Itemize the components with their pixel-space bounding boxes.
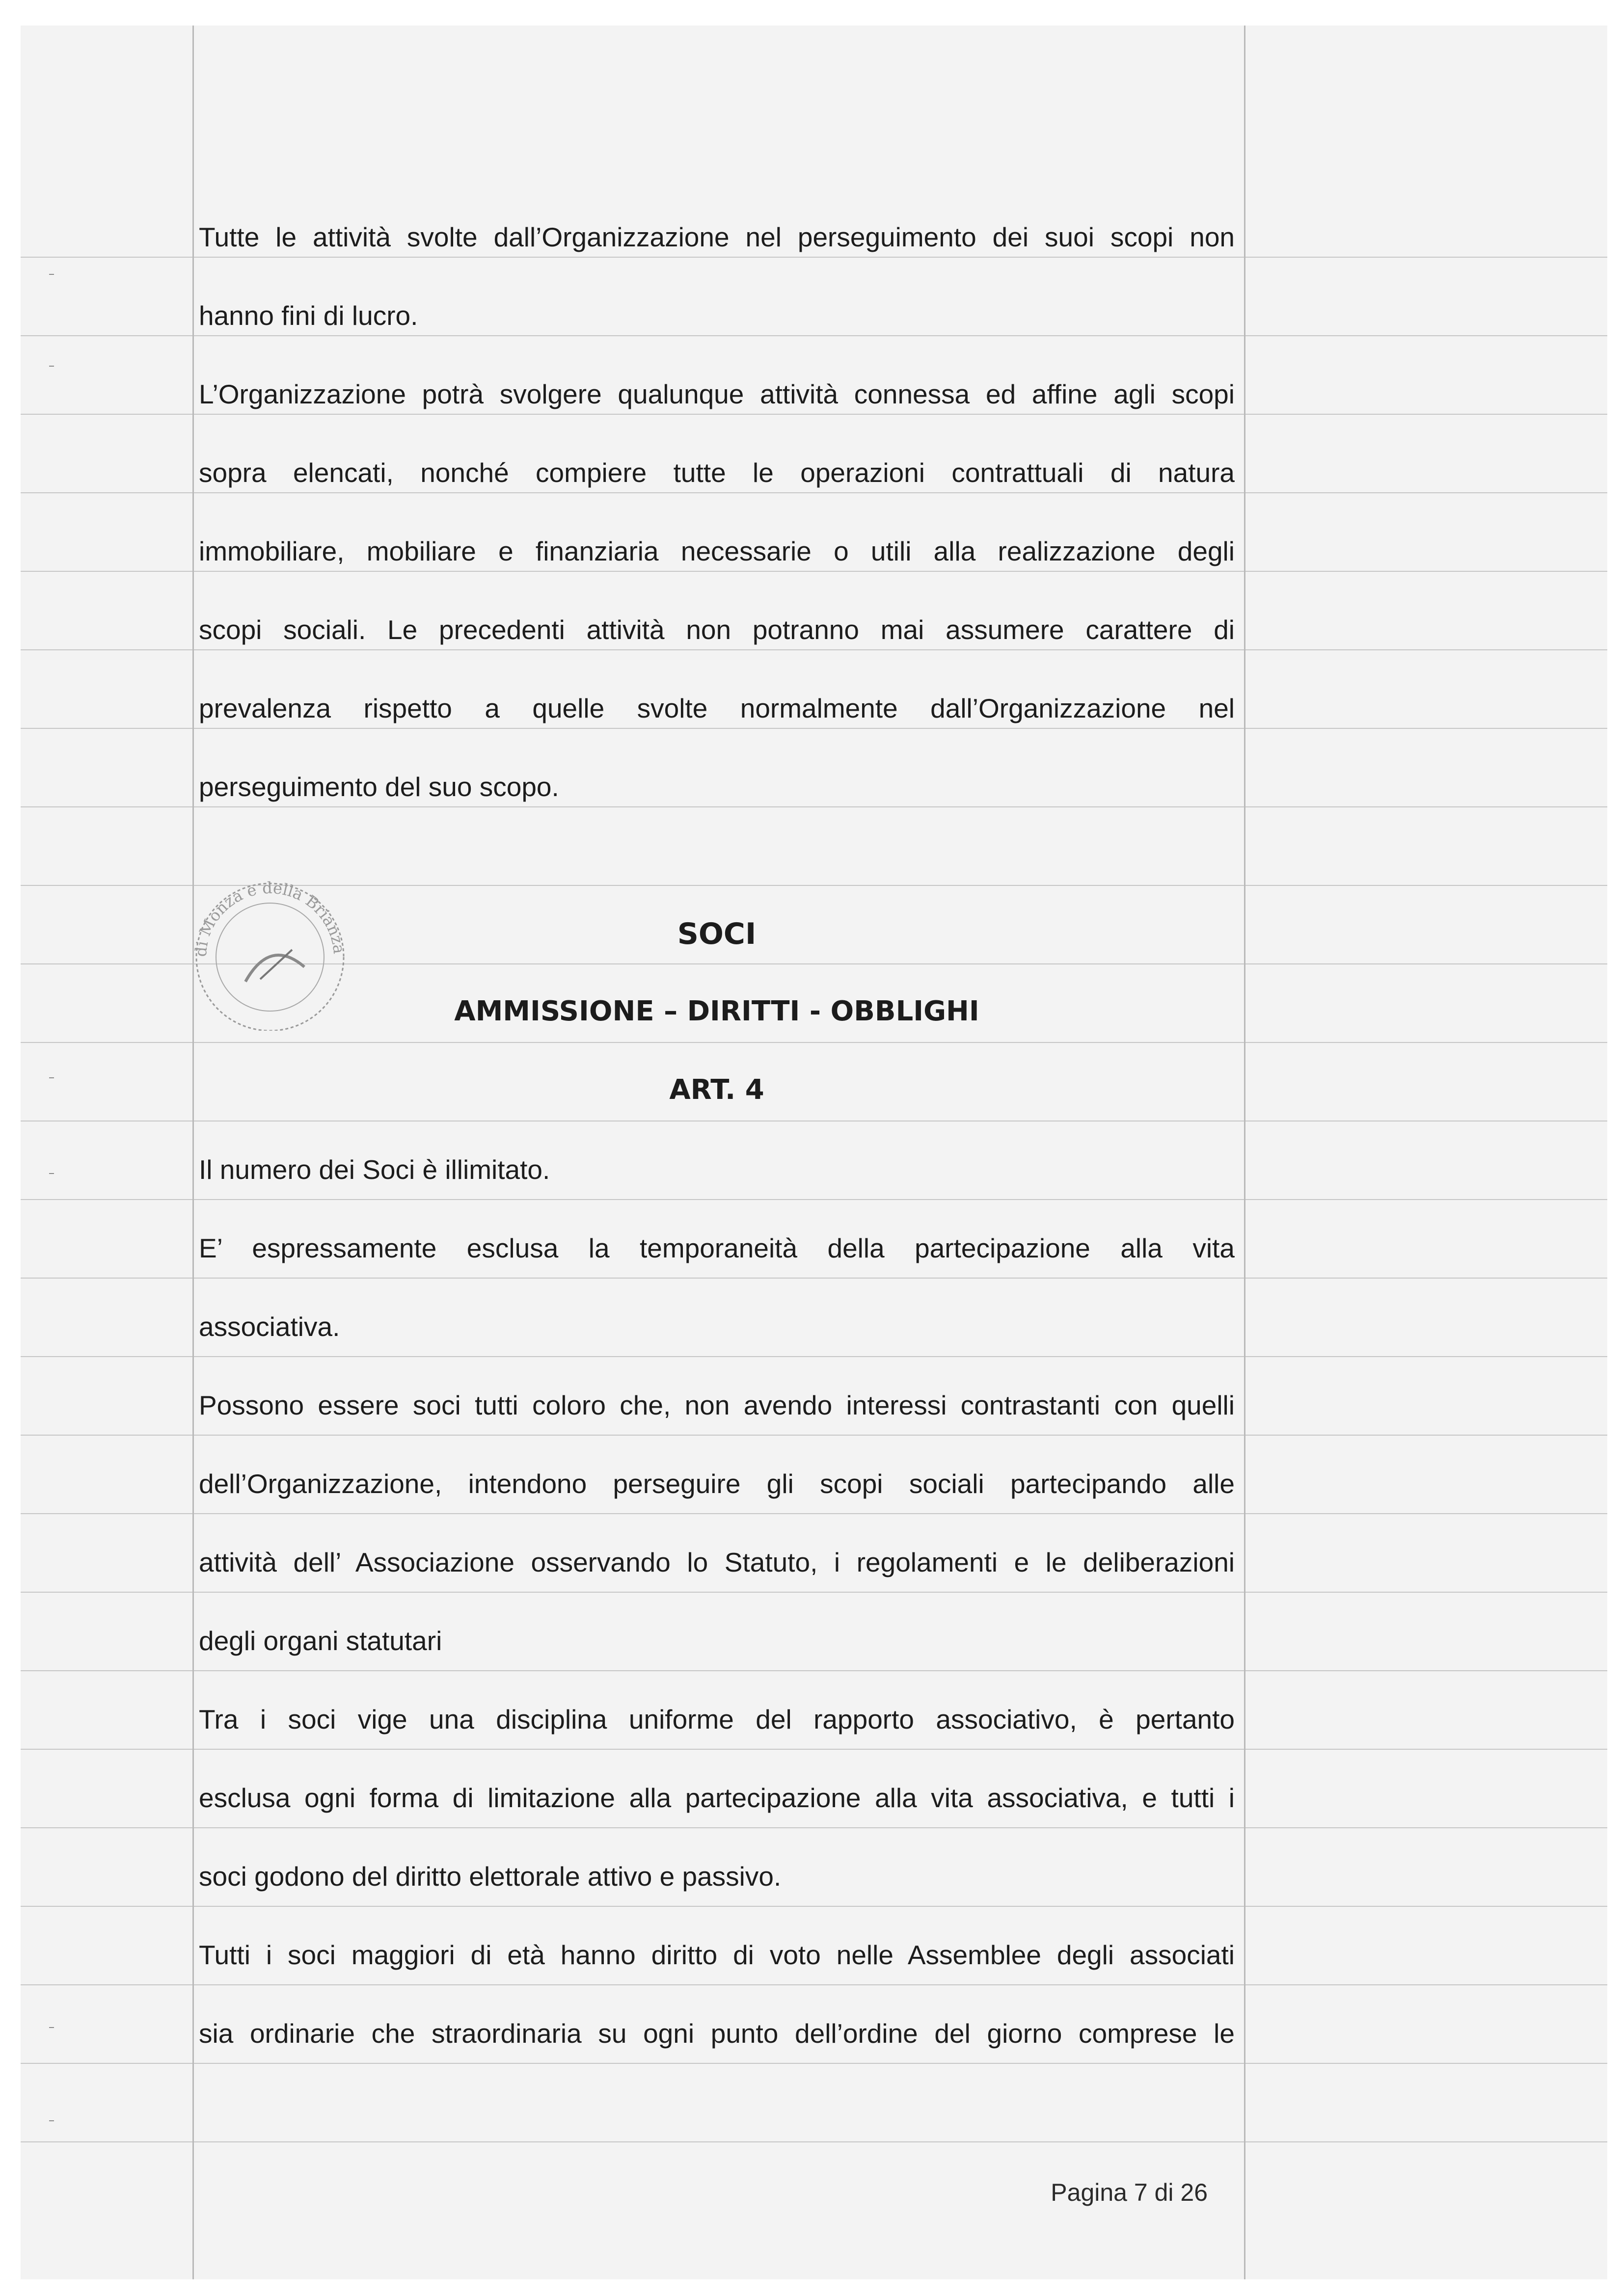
text-line: degli organi statutari bbox=[199, 1626, 442, 1656]
text-line: sopra elencati, nonché compiere tutte le operazioni contrattuali di natura bbox=[199, 457, 1235, 488]
text-line: Tutti i soci maggiori di età hanno diritto di voto nelle Assemblee degli associati bbox=[199, 1940, 1235, 1970]
text-line: E’ espressamente esclusa la temporaneità della partecipazione alla vita bbox=[199, 1233, 1235, 1263]
text-line: sia ordinarie che straordinaria su ogni punto dell’ordine del giorno comprese le bbox=[199, 2018, 1235, 2049]
page-number: Pagina 7 di 26 bbox=[1051, 2179, 1208, 2206]
text-line: soci godono del diritto elettorale attivo e passivo. bbox=[199, 1861, 782, 1892]
text-line: associativa. bbox=[199, 1311, 340, 1342]
text-line: prevalenza rispetto a quelle svolte normalmente dall’Organizzazione nel bbox=[199, 693, 1235, 723]
text-line: hanno fini di lucro. bbox=[199, 300, 418, 331]
text-line: dell’Organizzazione, intendono perseguire gli scopi sociali partecipando alle bbox=[199, 1468, 1235, 1499]
text-line: L’Organizzazione potrà svolgere qualunque attività connessa ed affine agli scopi bbox=[199, 379, 1235, 409]
left-margin-line bbox=[192, 26, 194, 2279]
text-line: esclusa ogni forma di limitazione alla partecipazione alla vita associativa, e tutti i bbox=[199, 1783, 1235, 1813]
text-line: Possono essere soci tutti coloro che, non avendo interessi contrastanti con quelli bbox=[199, 1390, 1235, 1420]
section-title: SOCI bbox=[677, 917, 757, 951]
text-line: Tutte le attività svolte dall’Organizzazione nel perseguimento dei suoi scopi non bbox=[199, 222, 1235, 252]
text-line: attività dell’ Associazione osservando lo Statuto, i regolamenti e le deliberazioni bbox=[199, 1547, 1235, 1577]
section-subtitle: AMMISSIONE – DIRITTI - OBBLIGHI bbox=[454, 995, 979, 1027]
text-line: scopi sociali. Le precedenti attività non potranno mai assumere carattere di bbox=[199, 614, 1235, 645]
svg-text:di Monza e della Brianza Desio: di Monza e della Brianza bbox=[191, 878, 349, 958]
text-line: perseguimento del suo scopo. bbox=[199, 772, 559, 802]
text-line: immobiliare, mobiliare e finanziaria necessarie o utili alla realizzazione degli bbox=[199, 536, 1235, 566]
text-line: Tra i soci vige una disciplina uniforme del rapporto associativo, è pertanto bbox=[199, 1704, 1235, 1735]
right-margin-line bbox=[1244, 26, 1245, 2279]
text-line: Il numero dei Soci è illimitato. bbox=[199, 1154, 550, 1185]
article-number: ART. 4 bbox=[669, 1074, 764, 1106]
